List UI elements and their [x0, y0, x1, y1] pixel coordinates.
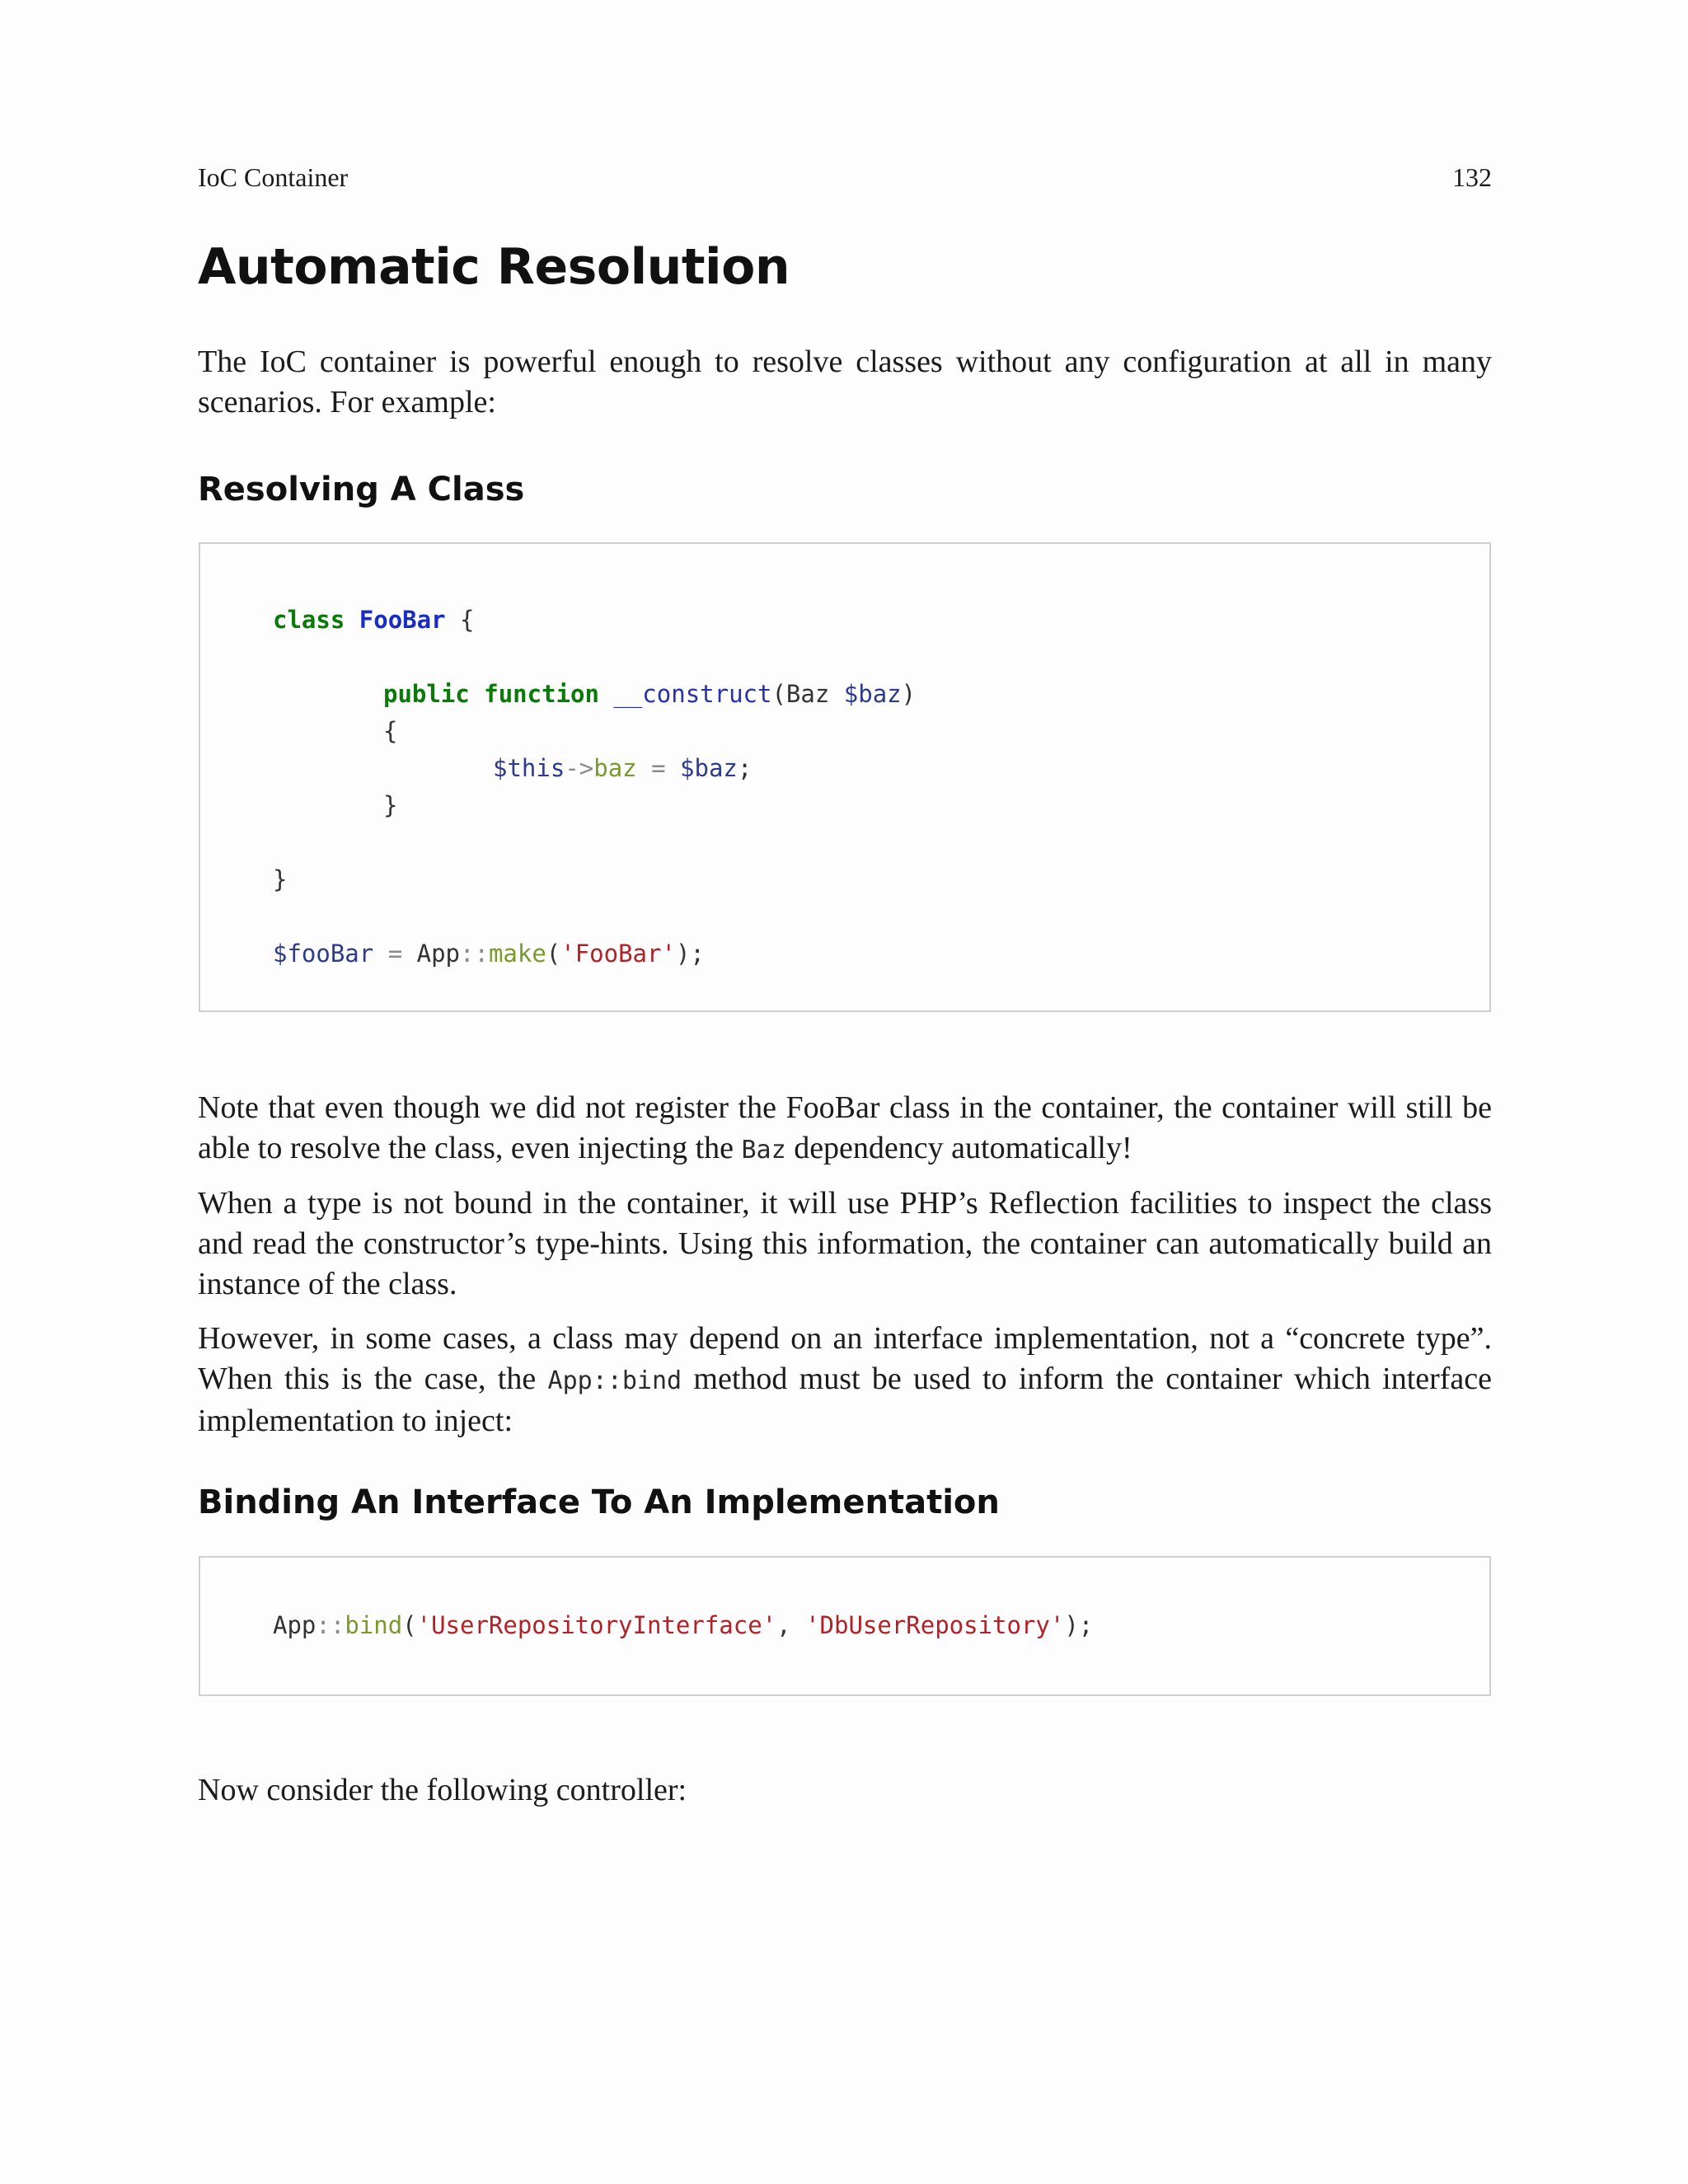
code-token: $this [493, 754, 565, 782]
page-number: 132 [1452, 162, 1492, 192]
code-line-4 [493, 752, 752, 785]
code-token: ; [737, 754, 753, 782]
code-token: :: [316, 1611, 345, 1639]
code-token: baz [593, 754, 637, 782]
note-paragraph [198, 1088, 1492, 1170]
code-block-resolving [199, 542, 1491, 1012]
code-token: ( [546, 940, 561, 968]
code-token: public [383, 680, 470, 708]
code-token: ( [402, 1611, 417, 1639]
code-token: } [383, 791, 398, 819]
chapter-title: Automatic Resolution [198, 238, 790, 296]
code-token: function [484, 680, 599, 708]
code-token: class [273, 606, 345, 634]
code-token: 'FooBar' [560, 940, 676, 968]
however-text-before: However, in some cases, a class may depend on an interface implementation, not a “concrete type”. When this is the case, the [198, 1321, 1492, 1396]
intro-paragraph: The IoC container is powerful enough to resolve classes without any configuration at all in many scenarios. For example: [198, 344, 1492, 419]
code-token: { [383, 717, 398, 745]
code-line-2 [383, 677, 916, 710]
code-token: 'DbUserRepository' [805, 1611, 1065, 1639]
code-token: Baz [785, 680, 830, 708]
code-token: FooBar [359, 606, 446, 634]
code-line-1 [273, 603, 474, 636]
code-token: } [273, 865, 288, 893]
code-token: ); [675, 940, 705, 968]
code-token: $fooBar [273, 940, 374, 968]
code-token: ) [901, 680, 917, 708]
code-block-binding [199, 1556, 1491, 1696]
note-text-before: Note that even though we did not register the FooBar class in the container, the container will still be able to resolve the class, even injecting the [198, 1090, 1492, 1165]
running-header [198, 161, 1492, 194]
code-token: 'UserRepositoryInterface' [416, 1611, 777, 1639]
code-token: $baz [680, 754, 738, 782]
code-token: bind [345, 1611, 403, 1639]
section-heading-resolving: Resolving A Class [198, 471, 525, 509]
code-token: = [651, 754, 666, 782]
inline-code-baz: Baz [741, 1136, 786, 1165]
code-line-6 [273, 863, 287, 896]
code-token: App [273, 1611, 316, 1639]
code-line-3 [383, 715, 397, 748]
code-line-7 [273, 937, 705, 970]
code-token: :: [460, 940, 489, 968]
code-token: ( [771, 680, 786, 708]
code-token: App [416, 940, 461, 968]
reflection-paragraph: When a type is not bound in the container, it will use PHP’s Reflection facilities to inspect the class and read the constructor’s type-hints. Using this information, the container can automatically build an instance of the class. [198, 1186, 1492, 1301]
code-token: __construct [613, 680, 772, 708]
code-line-bind [273, 1609, 1093, 1642]
code-token: ); [1064, 1611, 1094, 1639]
code-token: $baz [843, 680, 902, 708]
code-line-5 [383, 789, 397, 822]
code-token: = [387, 940, 403, 968]
now-consider-paragraph: Now consider the following controller: [198, 1773, 687, 1807]
however-text-after: method must be used to inform the container which interface implementation to inject: [198, 1361, 1493, 1438]
running-title: IoC Container [198, 162, 349, 192]
inline-code-app-bind: App::bind [547, 1366, 682, 1395]
section-heading-binding: Binding An Interface To An Implementation [198, 1483, 1000, 1521]
note-text-after: dependency automatically! [794, 1131, 1132, 1165]
code-token: make [488, 940, 546, 968]
code-token: -> [565, 754, 594, 782]
code-token: { [460, 606, 475, 634]
code-token: , [776, 1611, 791, 1639]
however-paragraph [198, 1319, 1492, 1441]
